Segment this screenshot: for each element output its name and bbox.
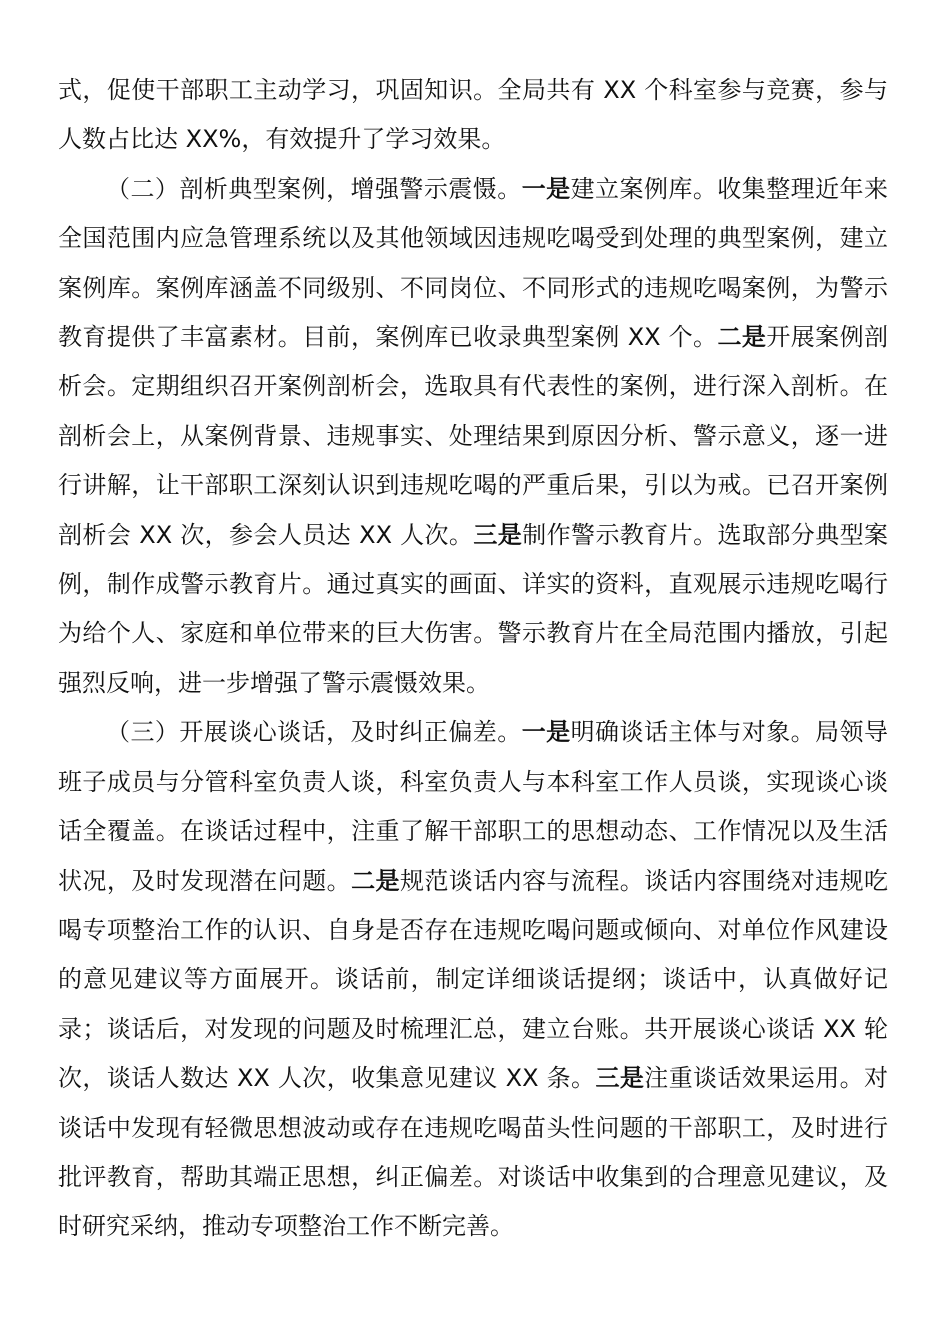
paragraph-intro-continued [58, 66, 888, 165]
paragraph-section-3-heart-talks [58, 708, 888, 1251]
paragraph-section-2-case-analysis [58, 165, 888, 708]
point-text-case-meetings: 开展案例剖析会。定期组织召开案例剖析会，选取具有代表性的案例，进行深入剖析。在剖析会上，从案例背景、违规事实、处理结果到原因分析、警示意义，逐一进行讲解，让干部职工深刻认识到违规吃喝的严重后果，引以为戒。已召开案例剖析会 XX 次，参会人员达 XX 人次。 [58, 323, 889, 549]
paragraph-text: 式，促使干部职工主动学习，巩固知识。全局共有 XX 个科室参与竞赛，参与人数占比达 XX%，有效提升了学习效果。 [58, 76, 888, 154]
section-heading: （二）剖析典型案例，增强警示震慑。 [106, 174, 522, 203]
point-text-talk-results: 注重谈话效果运用。对谈话中发现有轻微思想波动或存在违规吃喝苗头性问题的干部职工，及时进行批评教育，帮助其端正思想，纠正偏差。对谈话中收集到的合理意见建议，及时研究采纳，推动专项整治工作不断完善。 [58, 1064, 889, 1241]
point-text-warning-film: 制作警示教育片。选取部分典型案例，制作成警示教育片。通过真实的画面、详实的资料，直观展示违规吃喝行为给个人、家庭和单位带来的巨大伤害。警示教育片在全局范围内播放，引起强烈反响，进一步增强了警示震慑效果。 [58, 520, 889, 697]
point-marker-second: 二是 [351, 866, 400, 895]
point-marker-third: 三是 [595, 1064, 645, 1093]
point-text-case-library: 建立案例库。收集整理近年来全国范围内应急管理系统以及其他领域因违规吃喝受到处理的典型案例，建立案例库。案例库涵盖不同级别、不同岗位、不同形式的违规吃喝案例，为警示教育提供了丰富素材。目前，案例库已收录典型案例 XX 个。 [58, 174, 889, 352]
point-text-talk-subjects: 明确谈话主体与对象。局领导班子成员与分管科室负责人谈，科室负责人与本科室工作人员谈，实现谈心谈话全覆盖。在谈话过程中，注重了解干部职工的思想动态、工作情况以及生活状况，及时发现潜在问题。 [58, 718, 889, 895]
point-marker-third: 三是 [473, 520, 523, 549]
point-marker-second: 二是 [717, 323, 767, 352]
point-marker-first: 一是 [521, 718, 571, 747]
section-heading: （三）开展谈心谈话，及时纠正偏差。 [106, 718, 522, 747]
point-text-talk-process: 规范谈话内容与流程。谈话内容围绕对违规吃喝专项整治工作的认识、自身是否存在违规吃喝问题或倾向、对单位作风建设的意见建议等方面展开。谈话前，制定详细谈话提纲；谈话中，认真做好记录；谈话后，对发现的问题及时梳理汇总，建立台账。共开展谈心谈话 XX 轮次，谈话人数达 XX 人次，收集意见建议 XX 条。 [58, 866, 889, 1093]
point-marker-first: 一是 [521, 174, 571, 203]
document-page [58, 66, 888, 1252]
